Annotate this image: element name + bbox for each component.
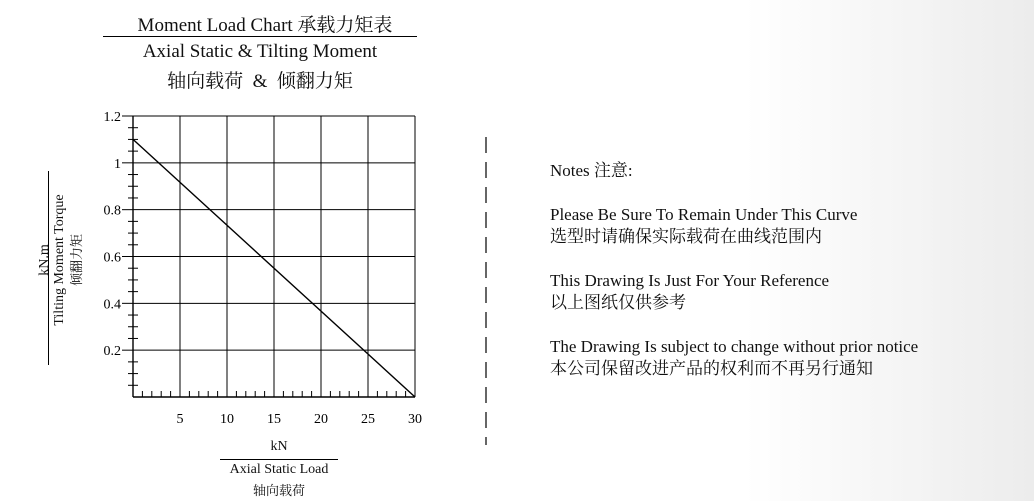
y-tick-label: 1 (114, 156, 121, 172)
chart-subtitle-cn: 轴向载荷 & 倾翻力矩 (167, 71, 353, 92)
x-axis-label-cn: 轴向载荷 (252, 483, 305, 498)
y-axis-unit: kN.m (37, 244, 52, 276)
x-tick-label: 10 (220, 412, 234, 427)
x-tick-label: 15 (267, 412, 281, 427)
y-tick-label: 0.4 (103, 297, 121, 313)
y-tick-label: 1.2 (103, 110, 121, 125)
chart-subtitle-en: Axial Static & Tilting Moment (142, 41, 378, 62)
notes-heading: Notes 注意: (550, 161, 633, 180)
x-tick-label: 5 (176, 412, 184, 427)
x-axis-label-divider (220, 459, 338, 460)
y-axis-label-cn: 倾翻力矩 (69, 234, 84, 287)
chart-title: Moment Load Chart 承载力矩表 (137, 15, 393, 36)
y-tick-label: 0.6 (103, 250, 121, 266)
note-2-en: This Drawing Is Just For Your Reference (550, 271, 830, 290)
x-axis-unit: kN (270, 439, 288, 454)
y-tick-label: 0.8 (103, 203, 121, 219)
note-1-cn: 选型时请确保实际载荷在曲线范围内 (550, 227, 822, 246)
x-tick-label: 20 (314, 412, 328, 427)
y-axis-label-en: Tilting Moment Torque (52, 194, 67, 326)
x-axis-label-en: Axial Static Load (229, 462, 329, 477)
y-tick-label: 0.2 (103, 344, 121, 360)
note-2-cn: 以上图纸仅供参考 (550, 293, 686, 312)
note-1-en: Please Be Sure To Remain Under This Curve (550, 205, 858, 224)
notes-panel (550, 160, 918, 380)
note-3-en: The Drawing Is subject to change without prior notice (550, 337, 919, 356)
x-tick-label: 30 (408, 412, 422, 427)
note-3-cn: 本公司保留改进产品的权利而不再另行通知 (550, 359, 873, 378)
x-tick-label: 25 (361, 412, 375, 427)
y-axis-label-divider (48, 171, 49, 365)
